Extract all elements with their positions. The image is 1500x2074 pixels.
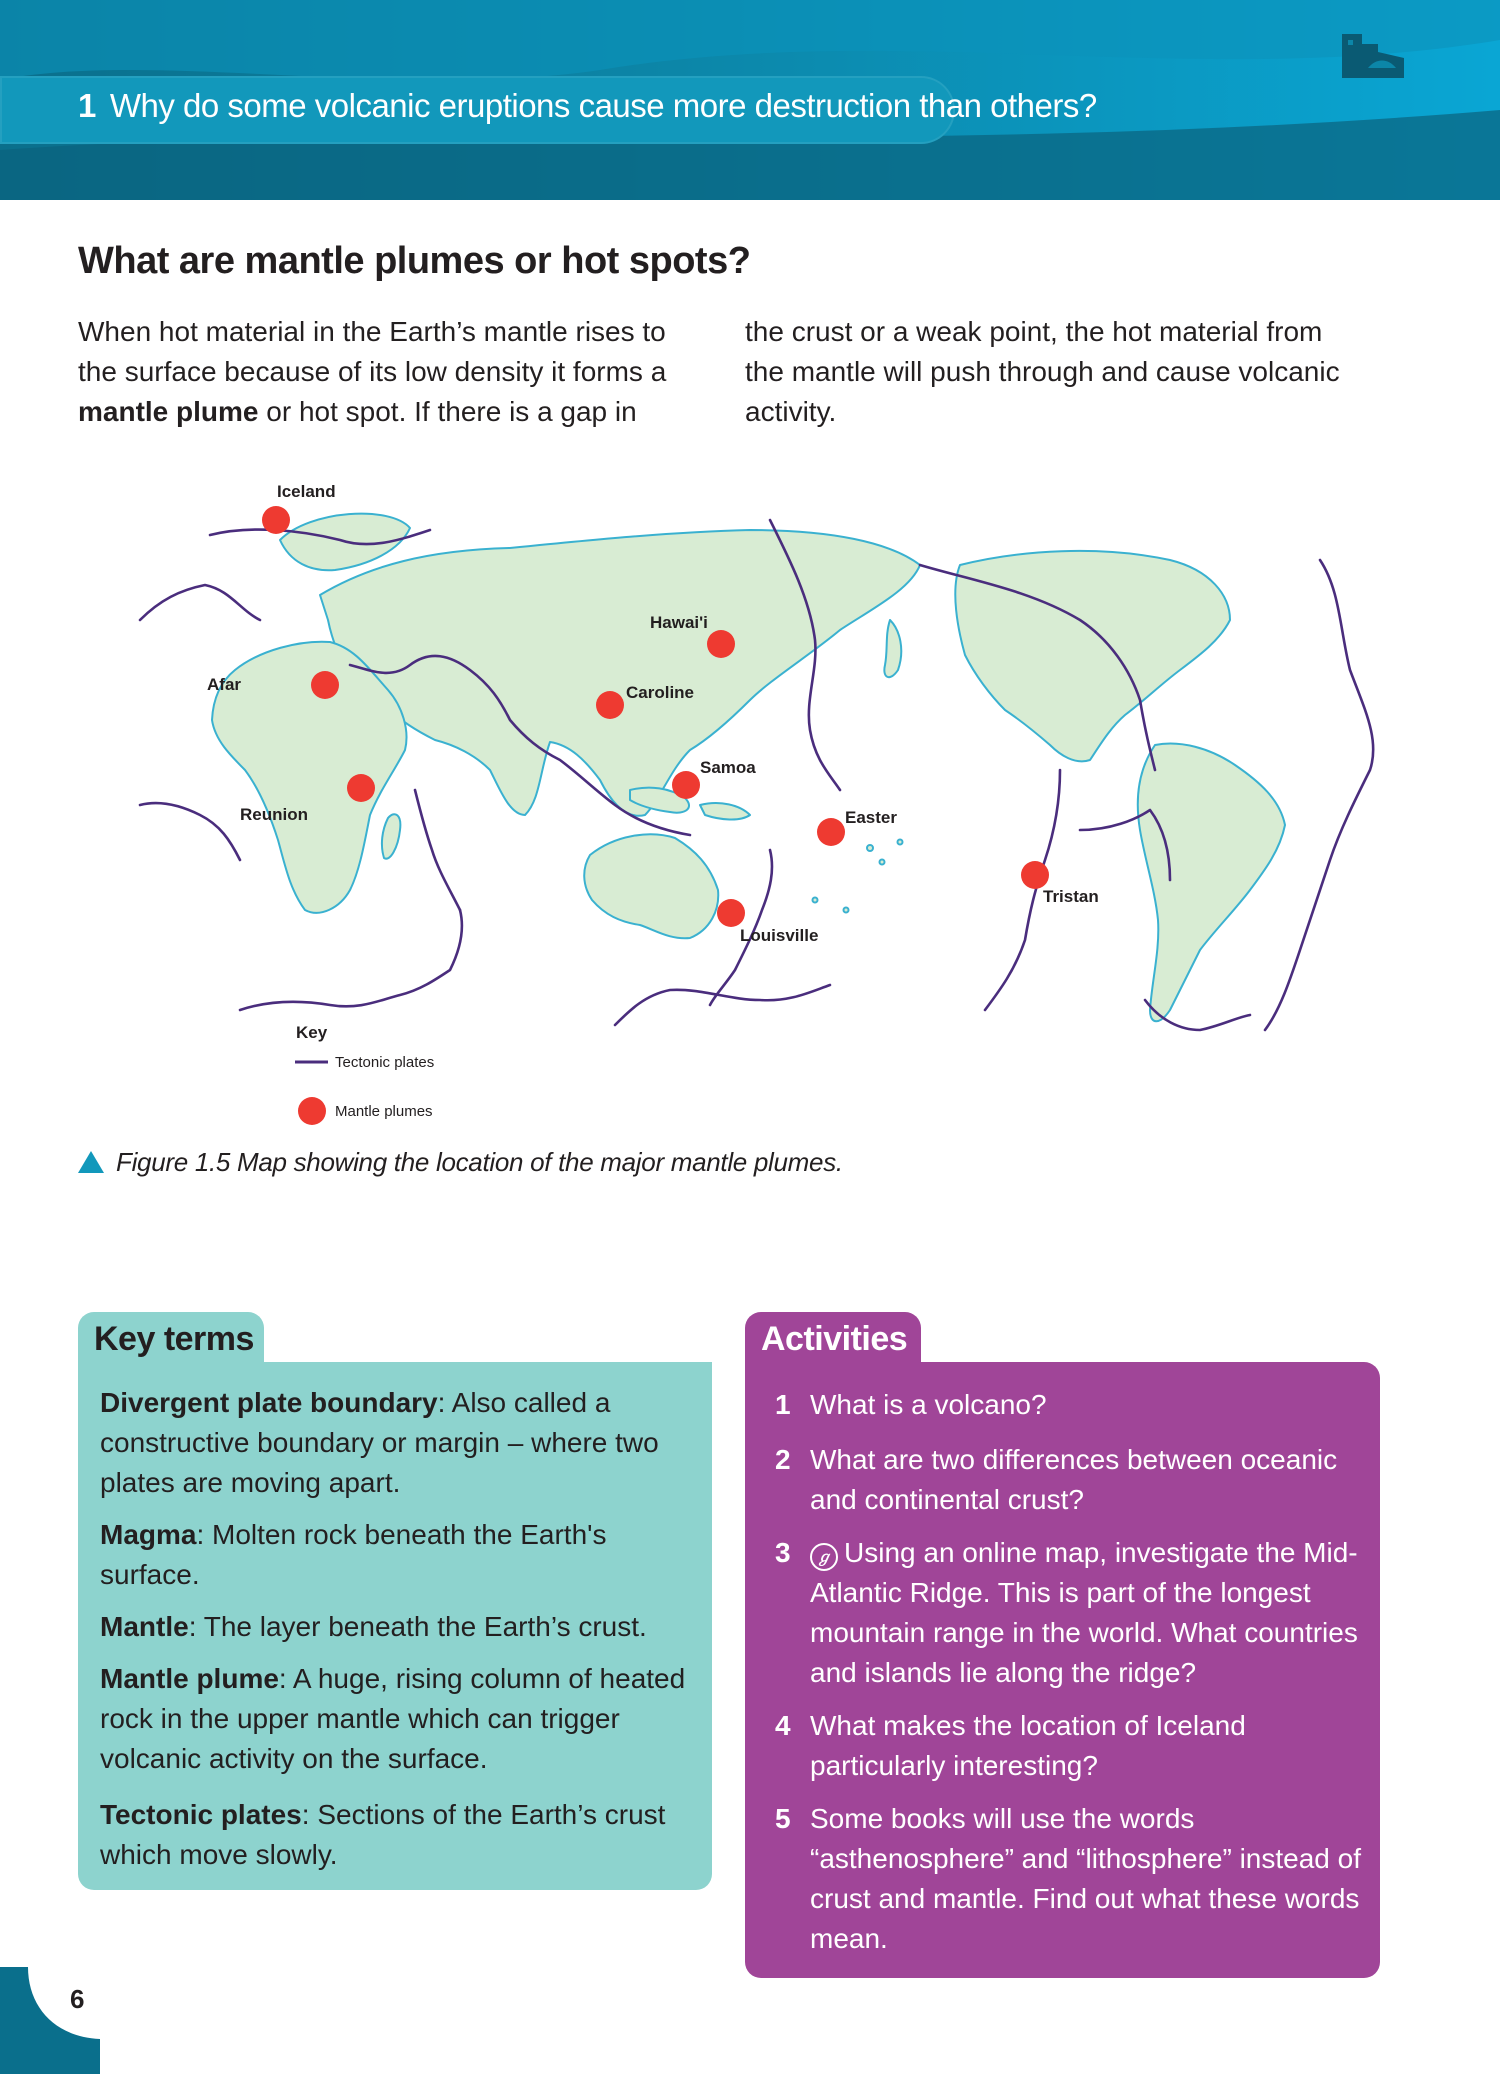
activity-text: What makes the location of Iceland particularly interesting?	[810, 1710, 1246, 1781]
plume-label-hawaii: Hawai'i	[650, 613, 708, 632]
chapter-number: 1	[78, 87, 96, 124]
map-key-title: Key	[296, 1023, 328, 1042]
north-america-landmass	[955, 551, 1230, 761]
japan-islands	[884, 620, 901, 677]
key-term-definition: : The layer beneath the Earth’s crust.	[188, 1611, 647, 1642]
intro-part2: or hot spot. If there is a gap in	[258, 396, 637, 427]
key-plumes-label: Mantle plumes	[335, 1103, 433, 1120]
key-term-item	[100, 1515, 700, 1595]
plume-marker-hawaii	[707, 630, 735, 658]
intro-bold-term: mantle plume	[78, 396, 259, 427]
activity-number: 4	[775, 1710, 791, 1741]
plate-boundary-indian-ridge	[240, 910, 462, 1010]
plume-marker-easter	[817, 818, 845, 846]
plume-marker-reunion	[347, 774, 375, 802]
key-term-item	[100, 1383, 700, 1503]
chapter-header	[0, 0, 1500, 200]
caption-triangle-icon	[78, 1151, 104, 1173]
plume-marker-iceland	[262, 506, 290, 534]
key-term-name: Mantle	[100, 1611, 189, 1642]
australia-landmass	[584, 834, 718, 938]
key-terms-tab	[78, 1312, 264, 1368]
africa-landmass	[212, 642, 406, 913]
publisher-logo-icon	[1338, 28, 1408, 80]
key-terms-title: Key terms	[94, 1320, 254, 1358]
plate-boundary-eurasia-north	[140, 585, 260, 620]
activities-tab	[745, 1312, 921, 1368]
plate-boundary-africa-west	[140, 803, 240, 860]
activity-text-wrapper	[810, 1533, 1380, 1693]
key-term-definition: : Sections of the Earth’s crust which move slowly.	[100, 1799, 666, 1870]
plume-label-samoa: Samoa	[700, 758, 756, 777]
plume-marker-tristan	[1021, 861, 1049, 889]
plume-label-afar: Afar	[207, 675, 242, 694]
key-term-name: Magma	[100, 1519, 197, 1550]
activity-number: 1	[775, 1389, 791, 1420]
plume-label-caroline: Caroline	[626, 683, 695, 702]
activity-text: What is a volcano?	[810, 1389, 1047, 1420]
key-plume-dot-icon	[298, 1097, 326, 1125]
intro-text-left	[78, 312, 678, 432]
plume-label-iceland: Iceland	[277, 482, 336, 501]
plate-boundary-indian-ridge-2	[415, 790, 460, 910]
madagascar-landmass	[382, 814, 400, 858]
plume-label-tristan: Tristan	[1043, 887, 1099, 906]
page-number: 6	[70, 1984, 85, 2014]
activity-text: What are two differences between oceanic and continental crust?	[810, 1444, 1338, 1515]
plume-label-reunion: Reunion	[240, 805, 308, 824]
plume-marker-caroline	[596, 691, 624, 719]
world-map-svg	[70, 470, 1390, 1130]
activity-text: Some books will use the words “asthenosphere” and “lithosphere” instead of crust and mantle. Find out what these words mean.	[810, 1803, 1362, 1954]
chapter-title	[78, 84, 1097, 128]
plume-marker-samoa	[672, 771, 700, 799]
key-plates-label: Tectonic plates	[335, 1054, 435, 1071]
activity-number: 2	[775, 1444, 791, 1475]
key-term-item	[100, 1659, 700, 1779]
key-term-name: Tectonic plates	[100, 1799, 302, 1830]
key-term-item	[100, 1795, 700, 1875]
eurasia-landmass	[320, 530, 920, 816]
figure-caption	[78, 1147, 978, 1183]
activity-text: Using an online map, investigate the Mid-Atlantic Ridge. This is part of the longest mountain range in the world. What countries and islands lie along the ridge?	[810, 1537, 1358, 1688]
plate-boundary-south-atlantic	[1265, 560, 1373, 1030]
plume-marker-afar	[311, 671, 339, 699]
activity-number: 3	[775, 1537, 791, 1568]
activity-number: 5	[775, 1803, 791, 1834]
key-term-item	[100, 1607, 700, 1647]
plume-label-easter: Easter	[845, 808, 897, 827]
map-key	[295, 1023, 434, 1125]
chapter-title-text: Why do some volcanic eruptions cause more destruction than others?	[109, 87, 1097, 124]
plume-label-louisville: Louisville	[740, 926, 819, 945]
intro-part1: When hot material in the Earth’s mantle rises to the surface because of its low density it forms a	[78, 316, 667, 387]
key-term-name: Mantle plume	[100, 1663, 279, 1694]
gs-icon: ℊ	[810, 1543, 838, 1571]
key-term-name: Divergent plate boundary	[100, 1387, 438, 1418]
section-title: What are mantle plumes or hot spots?	[78, 240, 751, 282]
key-term-definition: : Also called a constructive boundary or margin – where two plates are moving apart.	[100, 1387, 659, 1498]
caption-text: Figure 1.5 Map showing the location of the major mantle plumes.	[116, 1147, 843, 1177]
key-term-definition: : A huge, rising column of heated rock in the upper mantle which can trigger volcanic activity on the surface.	[100, 1663, 686, 1774]
page-corner-decoration	[0, 1967, 100, 2074]
key-term-definition: : Molten rock beneath the Earth's surface.	[100, 1519, 607, 1590]
plume-marker-louisville	[717, 899, 745, 927]
intro-text-right: the crust or a weak point, the hot material from the mantle will push through and cause volcanic activity.	[745, 316, 1340, 427]
south-america-landmass	[1138, 744, 1285, 1022]
activities-title: Activities	[761, 1320, 908, 1358]
mantle-plume-map	[70, 470, 1390, 1130]
plate-boundary-south-ridge	[615, 985, 830, 1025]
